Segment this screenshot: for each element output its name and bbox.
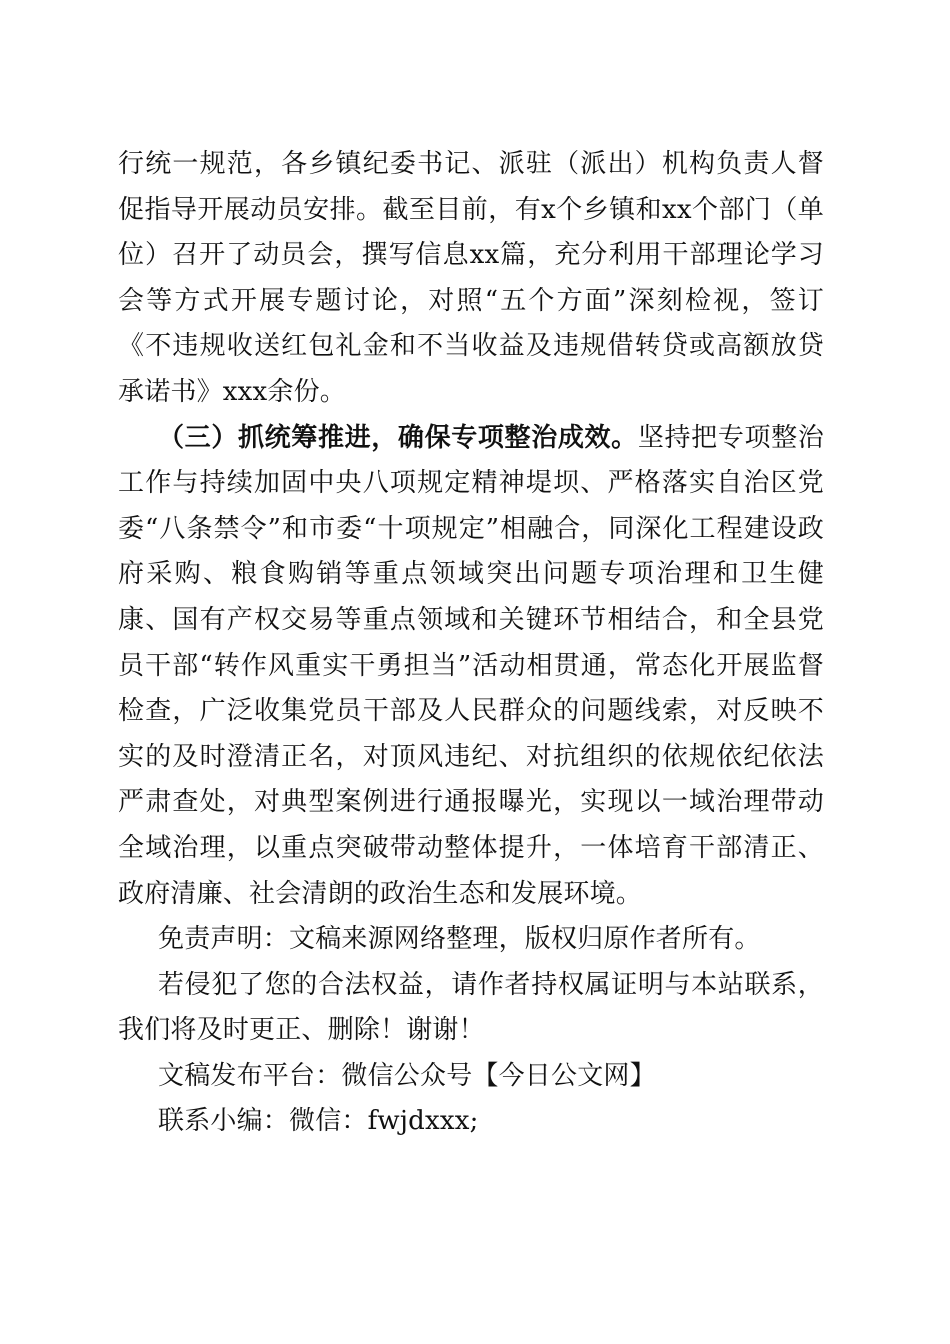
- paragraph-continued: 行统一规范，各乡镇纪委书记、派驻（派出）机构负责人督促指导开展动员安排。截至目前，有x个乡镇和xx个部门（单位）召开了动员会，撰写信息xx篇，充分利用干部理论学习会等方式开展专题讨论，对照“五个方面”深刻检视，签订《不违规收送红包礼金和不当收益及违规借转贷或高额放贷承诺书》xxx余份。: [118, 149, 824, 407]
- infringement-notice: 若侵犯了您的合法权益，请作者持权属证明与本站联系，我们将及时更正、删除！谢谢！: [118, 969, 824, 1046]
- disclaimer-text: 免责声明：文稿来源网络整理，版权归原作者所有。: [158, 924, 761, 955]
- section-body: 坚持把专项整治工作与持续加固中央八项规定精神堤坝、严格落实自治区党委“八条禁令”和市委“十项规定”相融合，同深化工程建设政府采购、粮食购销等重点领域突出问题专项治理和卫生健康、国有产权交易等重点领域和关键环节相结合，和全县党员干部“转作风重实干勇担当”活动相贯通，常态化开展监督检查，广泛收集党员干部及人民群众的问题线索，对反映不实的及时澄清正名，对顶风违纪、对抗组织的依规依纪依法严肃查处，对典型案例进行通报曝光，实现以一域治理带动全域治理，以重点突破带动整体提升，一体培育干部清正、政府清廉、社会清朗的政治生态和发展环境。: [118, 422, 824, 909]
- platform-line: 文稿发布平台：微信公众号【今日公文网】: [158, 1060, 656, 1091]
- document-page: [118, 142, 824, 1145]
- contact-line: 联系小编：微信：fwjdxxx;: [158, 1106, 479, 1137]
- paragraph-section-three: [118, 416, 824, 918]
- section-heading: （三）抓统筹推进，确保专项整治成效。: [158, 422, 638, 453]
